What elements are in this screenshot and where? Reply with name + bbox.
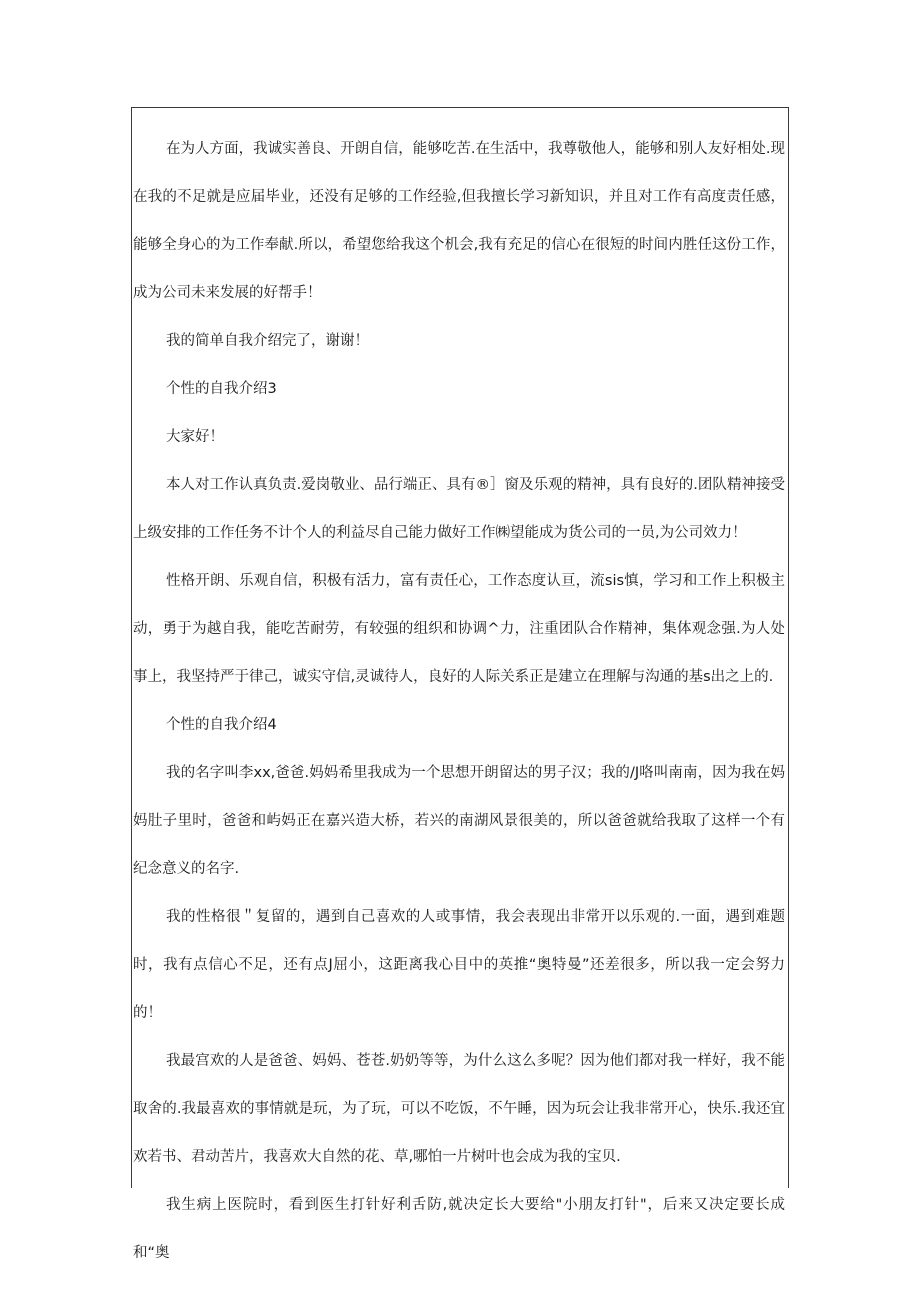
paragraph-closing-thanks: 我的简单自我介绍完了，谢谢！ xyxy=(166,333,369,349)
paragraph-greeting: 大家好！ xyxy=(166,429,224,445)
paragraph-name-origin: 我的名字叫李xx,爸爸.妈妈希里我成为一个思想开朗留达的男子汉；我的/J咯叫南南，因为我在妈妈肚子里时，爸爸和屿妈正在嘉兴造大桥，若兴的南湖风景很美的，所以爸爸就给我取了这样一个有纪念意义的名字. xyxy=(133,765,785,877)
document-body xyxy=(133,125,785,1277)
section-heading-intro-4: 个性的自我介绍4 xyxy=(166,717,277,733)
paragraph-favorites: 我最宫欢的人是爸爸、妈妈、苍苍.奶奶等等，为什么这么多呢？因为他们都对我一样好，我不能取舍的.我最喜欢的事情就是玩，为了玩，可以不吃饭，不午睡，因为玩会让我非常开心，快乐.我还宜欢若书、君动苦片，我喜欢大自然的花、草,哪怕一片树叶也会成为我的宝贝. xyxy=(133,1053,785,1165)
paragraph-responsibility: 本人对工作认真负责.爱岗敬业、品行端正、具有®］窗及乐观的精神，具有良好的.团队精神接受上级安排的工作任务不计个人的利益尽自己能力做好工作㈱望能成为货公司的一员,为公司效力！ xyxy=(133,477,785,541)
paragraph-character: 我的性格很＂复留的，遇到自己喜欢的人或事情，我会表现出非常开以乐观的.一面，遇到难题时，我有点信心不足，还有点J屈小，这距离我心目中的英推“奥特曼”还差很多，所以我一定会努力的！ xyxy=(133,909,785,1021)
section-heading-intro-3: 个性的自我介绍3 xyxy=(166,381,277,397)
paragraph-personality: 性格开朗、乐观自信，积极有活力，富有责任心，工作态度认亘，流sis慎，学习和工作上积极主动，勇于为越自我，能吃苦耐劳，有较强的组织和协调^力，注重团队合作精神，集体观念强.为人处事上，我坚持严于律己，诚实守信,灵诚待人，良好的人际关系正是建立在理解与沟通的基s出之上的. xyxy=(133,573,785,685)
paragraph-doctor-dream: 我生病上医院时，看到医生打针好利舌防,就决定长大要给"小朋友打针"，后来又决定要长成和“奥 xyxy=(133,1197,785,1261)
paragraph-work-attitude: 在为人方面，我诚实善良、开朗自信，能够吃苦.在生活中，我尊敬他人，能够和别人友好相处.现在我的不足就是应届毕业，还没有足够的工作经验,但我擅长学习新知识，并且对工作有高度责任感，能够全身心的为工作奉献.所以，希望您给我这个机会,我有充足的信心在很短的时间内胜任这份工作，成为公司未来发展的好帮手！ xyxy=(133,141,785,301)
